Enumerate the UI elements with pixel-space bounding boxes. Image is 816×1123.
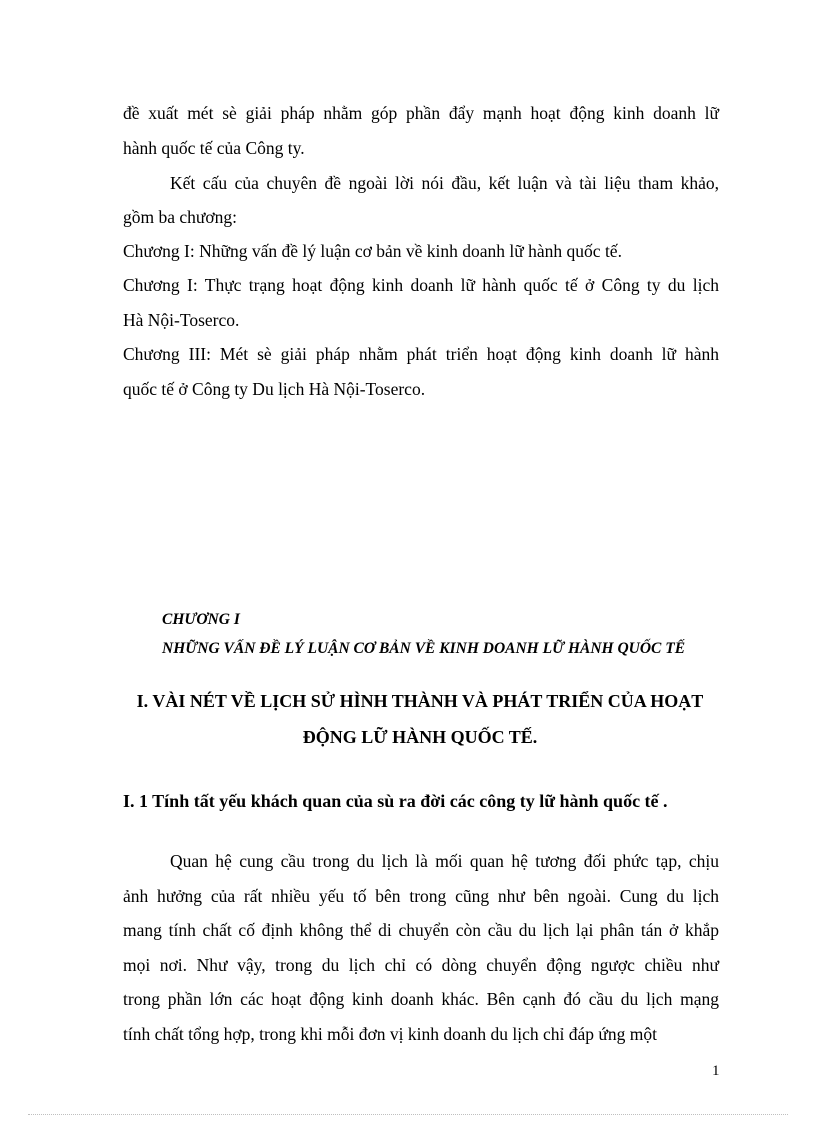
outline-chapter-2-line-2: Hà Nội-Toserco. xyxy=(123,310,240,330)
body-line-4: mọi nơi. Như vậy, trong du lịch chỉ có dòng chuyển động ngược chiều như xyxy=(123,955,719,975)
page-bottom-divider xyxy=(28,1114,788,1115)
body-line-2: ảnh hưởng của rất nhiều yếu tố bên trong cũng như bên ngoài. Cung du lịch xyxy=(123,886,719,906)
outline-chapter-1: Chương I: Những vấn đề lý luận cơ bản về kinh doanh lữ hành quốc tế. xyxy=(123,241,622,261)
intro-line-3: Kết cấu của chuyên đề ngoài lời nói đầu, kết luận và tài liệu tham khảo, xyxy=(170,173,719,193)
body-line-3: mang tính chất cố định không thể di chuyển còn cầu du lịch lại phân tán ở khắp xyxy=(123,920,719,940)
outline-chapter-3-line-2: quốc tế ở Công ty Du lịch Hà Nội-Toserco. xyxy=(123,379,426,399)
body-line-1: Quan hệ cung cầu trong du lịch là mối quan hệ tương đối phức tạp, chịu xyxy=(170,851,719,871)
chapter-label: CHƯƠNG I xyxy=(162,611,240,628)
chapter-title: NHỮNG VẤN ĐỀ LÝ LUẬN CƠ BẢN VỀ KINH DOANH LỮ HÀNH QUỐC TẾ xyxy=(162,640,686,657)
intro-line-1: đề xuất mét sè giải pháp nhằm góp phần đẩy mạnh hoạt động kinh doanh lữ xyxy=(123,103,719,123)
section-title-line-1: I. VÀI NÉT VỀ LỊCH SỬ HÌNH THÀNH VÀ PHÁT TRIỂN CỦA HOẠT xyxy=(136,691,704,711)
subsection-title: I. 1 Tính tất yếu khách quan của sù ra đời các công ty lữ hành quốc tế . xyxy=(123,791,668,811)
body-line-6: tính chất tổng hợp, trong khi mỗi đơn vị kinh doanh du lịch chỉ đáp ứng một xyxy=(123,1024,657,1044)
page-number: 1 xyxy=(712,1063,720,1079)
section-title-line-2: ĐỘNG LỮ HÀNH QUỐC TẾ. xyxy=(302,727,538,747)
intro-line-2: hành quốc tế của Công ty. xyxy=(123,138,305,158)
body-line-5: trong phần lớn các hoạt động kinh doanh khác. Bên cạnh đó cầu du lịch mạng xyxy=(123,989,719,1009)
intro-line-4: gồm ba chương: xyxy=(123,207,237,227)
outline-chapter-3-line-1: Chương III: Mét sè giải pháp nhằm phát triển hoạt động kinh doanh lữ hành xyxy=(123,344,719,364)
outline-chapter-2-line-1: Chương I: Thực trạng hoạt động kinh doanh lữ hành quốc tế ở Công ty du lịch xyxy=(123,275,719,295)
